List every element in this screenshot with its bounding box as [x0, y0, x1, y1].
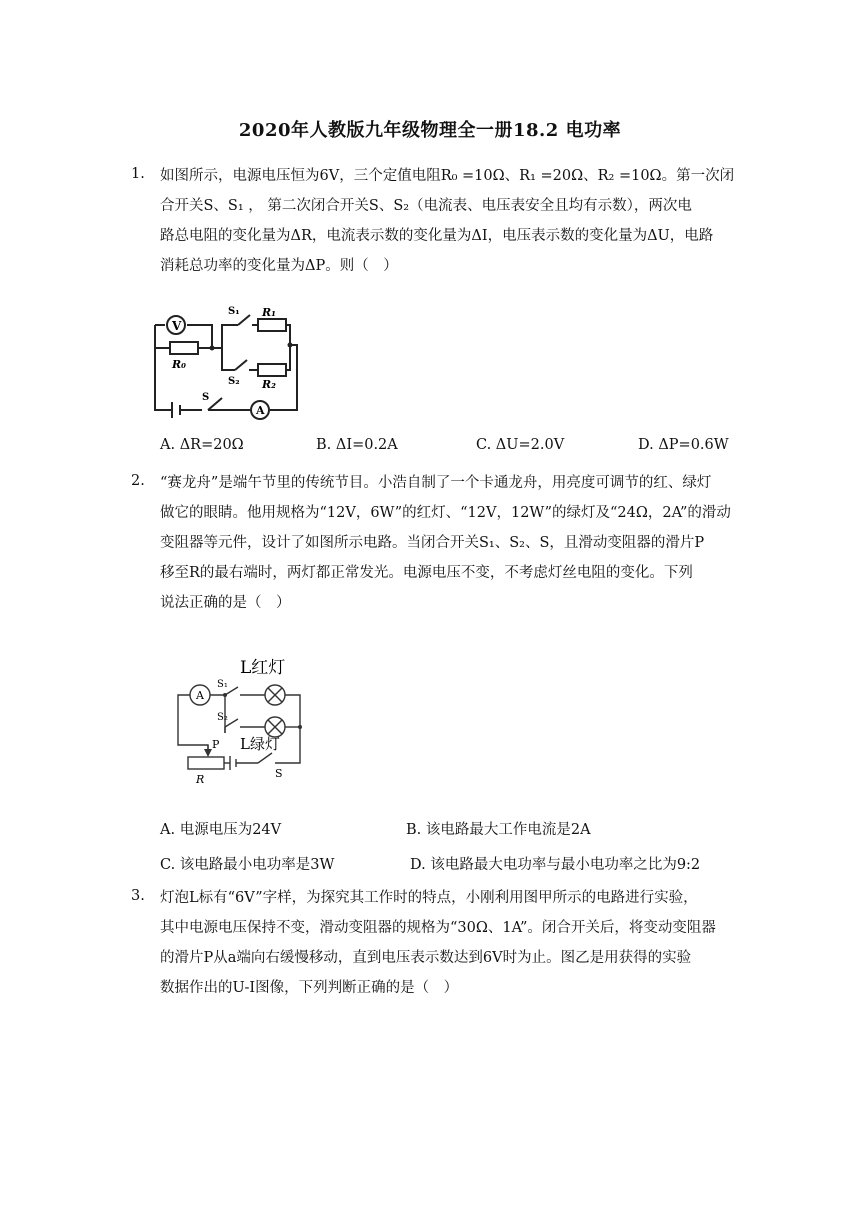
option-a[interactable]: A. 电源电压为24V: [160, 822, 282, 838]
question-2-line: 做它的眼睛。他用规格为“12V，6W”的红灯、“12V，12W”的绿灯及“24Ω，2A”的滑动: [160, 505, 731, 521]
question-1-line: 合开关S、S₁ ， 第二次闭合开关S、S₂（电流表、电压表安全且均有示数），两次电: [160, 198, 692, 214]
option-b[interactable]: B. ΔI=0.2A: [316, 437, 398, 453]
red-lamp-label: L红灯: [240, 658, 286, 678]
r1-label: R₁: [262, 306, 276, 319]
s-label: S: [202, 392, 210, 403]
question-2-text: [160, 468, 735, 618]
voltmeter-label: V: [172, 319, 182, 333]
question-3-line: 的滑片P从a端向右缓慢移动，直到电压表示数达到6V时为止。图乙是用获得的实验: [160, 950, 692, 966]
ammeter-label: A: [256, 404, 265, 417]
question-2-line: 移至R的最右端时，两灯都正常发光。电源电压不变，不考虑灯丝电阻的变化。下列: [160, 565, 693, 581]
r2-label: R₂: [262, 378, 276, 391]
ammeter-label: A: [196, 689, 204, 702]
green-lamp-label: L绿灯: [240, 735, 280, 753]
s1-label: S₁: [217, 679, 228, 690]
question-3-number: 3.: [131, 888, 145, 904]
question-1-line: 如图所示，电源电压恒为6V，三个定值电阻R₀ =10Ω、R₁ =20Ω、R₂ =10Ω。第一次闭: [160, 168, 735, 184]
question-3-line: 灯泡L标有“6V”字样，为探究其工作时的特点，小刚利用图甲所示的电路进行实验，: [160, 890, 698, 906]
question-2-line: “赛龙舟”是端午节里的传统节目。小浩自制了一个卡通龙舟，用亮度可调节的红、绿灯: [160, 475, 712, 491]
option-d[interactable]: D. 该电路最大电功率与最小电功率之比为9:2: [410, 857, 701, 873]
p-label: P: [212, 738, 220, 751]
question-1-number: 1.: [131, 166, 145, 182]
option-c[interactable]: C. ΔU=2.0V: [476, 437, 565, 453]
question-2-circuit-figure: [170, 645, 310, 785]
question-3-text: [160, 883, 735, 1003]
s1-label: S₁: [228, 306, 240, 317]
s2-label: S₂: [217, 712, 228, 723]
s-label: S: [275, 767, 283, 780]
page-title: 2020年人教版九年级物理全一册18.2 电功率: [238, 120, 622, 141]
question-1-line: 路总电阻的变化量为ΔR，电流表示数的变化量为ΔI，电压表示数的变化量为ΔU，电路: [160, 228, 714, 244]
option-a[interactable]: A. ΔR=20Ω: [160, 437, 244, 453]
question-1-text: [160, 161, 735, 281]
question-3-line: 数据作出的U-I图像，下列判断正确的是（ ）: [160, 980, 459, 996]
r-label: R: [196, 773, 205, 785]
option-d[interactable]: D. ΔP=0.6W: [638, 437, 729, 453]
option-b[interactable]: B. 该电路最大工作电流是2A: [406, 822, 591, 838]
question-1-line: 消耗总功率的变化量为ΔP。则（ ）: [160, 258, 398, 274]
option-c[interactable]: C. 该电路最小电功率是3W: [160, 857, 335, 873]
r0-label: R₀: [172, 358, 186, 371]
question-1-circuit-figure: [150, 300, 310, 420]
question-3-line: 其中电源电压保持不变，滑动变阻器的规格为“30Ω、1A”。闭合开关后，将变动变阻器: [160, 920, 716, 936]
question-2-line: 说法正确的是（ ）: [160, 595, 291, 611]
s2-label: S₂: [228, 376, 240, 387]
question-2-line: 变阻器等元件，设计了如图所示电路。当闭合开关S₁、S₂、S，且滑动变阻器的滑片P: [160, 535, 705, 551]
question-2-number: 2.: [131, 473, 145, 489]
